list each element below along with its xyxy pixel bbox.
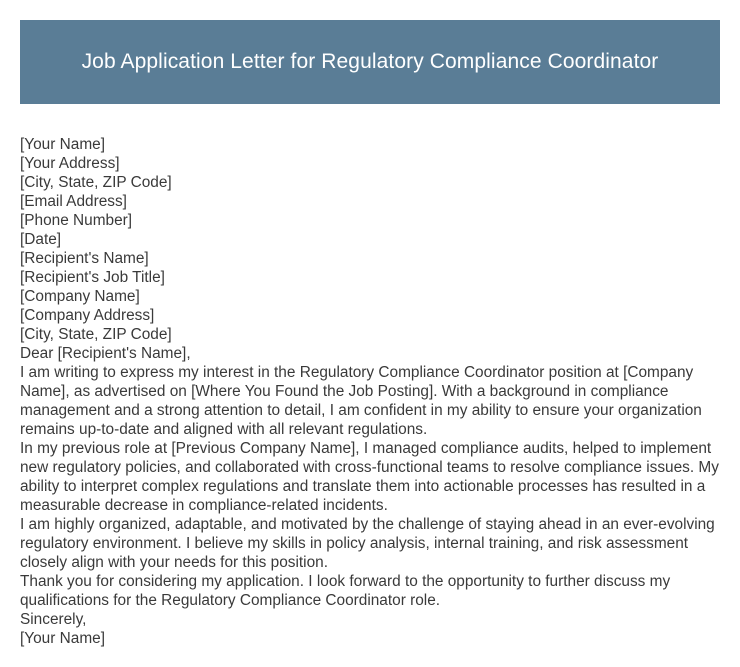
salutation: Dear [Recipient's Name], [20, 345, 191, 362]
recipient-job-title: [Recipient's Job Title] [20, 269, 165, 286]
title-banner [20, 20, 720, 104]
body-paragraph-skills: I am highly organized, adaptable, and motivated by the challenge of staying ahead in an ever-evolving regulatory environment. I believe my skills in policy analysis, internal training, and risk assessment closely align with your needs for this position. [20, 516, 715, 571]
page-title: Job Application Letter for Regulatory Compliance Coordinator [81, 50, 659, 73]
body-paragraph-experience: In my previous role at [Previous Company Name], I managed compliance audits, helped to implement new regulatory policies, and collaborated with cross-functional teams to resolve compliance issues. My ability to interpret complex regulations and translate them into actionable processes has resulted in a measurable decrease in compliance-related incidents. [20, 440, 719, 514]
sender-address: [Your Address] [20, 155, 120, 172]
sender-email: [Email Address] [20, 193, 127, 210]
sender-name: [Your Name] [20, 136, 105, 153]
body-paragraph-intro: I am writing to express my interest in the Regulatory Compliance Coordinator position at [Company Name], as advertised on [Where You Found the Job Posting]. With a background in compliance management and a strong attention to detail, I am confident in my ability to ensure your organization remains up-to-date and aligned with all relevant regulations. [20, 364, 702, 438]
letter-body [20, 135, 720, 648]
recipient-name: [Recipient's Name] [20, 250, 149, 267]
closing: Sincerely, [20, 611, 87, 628]
letter-date: [Date] [20, 231, 62, 248]
recipient-company: [Company Name] [20, 288, 140, 305]
recipient-city-state-zip: [City, State, ZIP Code] [20, 326, 172, 343]
recipient-address: [Company Address] [20, 307, 155, 324]
sender-city-state-zip: [City, State, ZIP Code] [20, 174, 172, 191]
letter-page [20, 20, 720, 648]
body-paragraph-closing: Thank you for considering my application. I look forward to the opportunity to further discuss my qualifications for the Regulatory Compliance Coordinator role. [20, 573, 671, 609]
signature: [Your Name] [20, 630, 105, 647]
sender-phone: [Phone Number] [20, 212, 133, 229]
